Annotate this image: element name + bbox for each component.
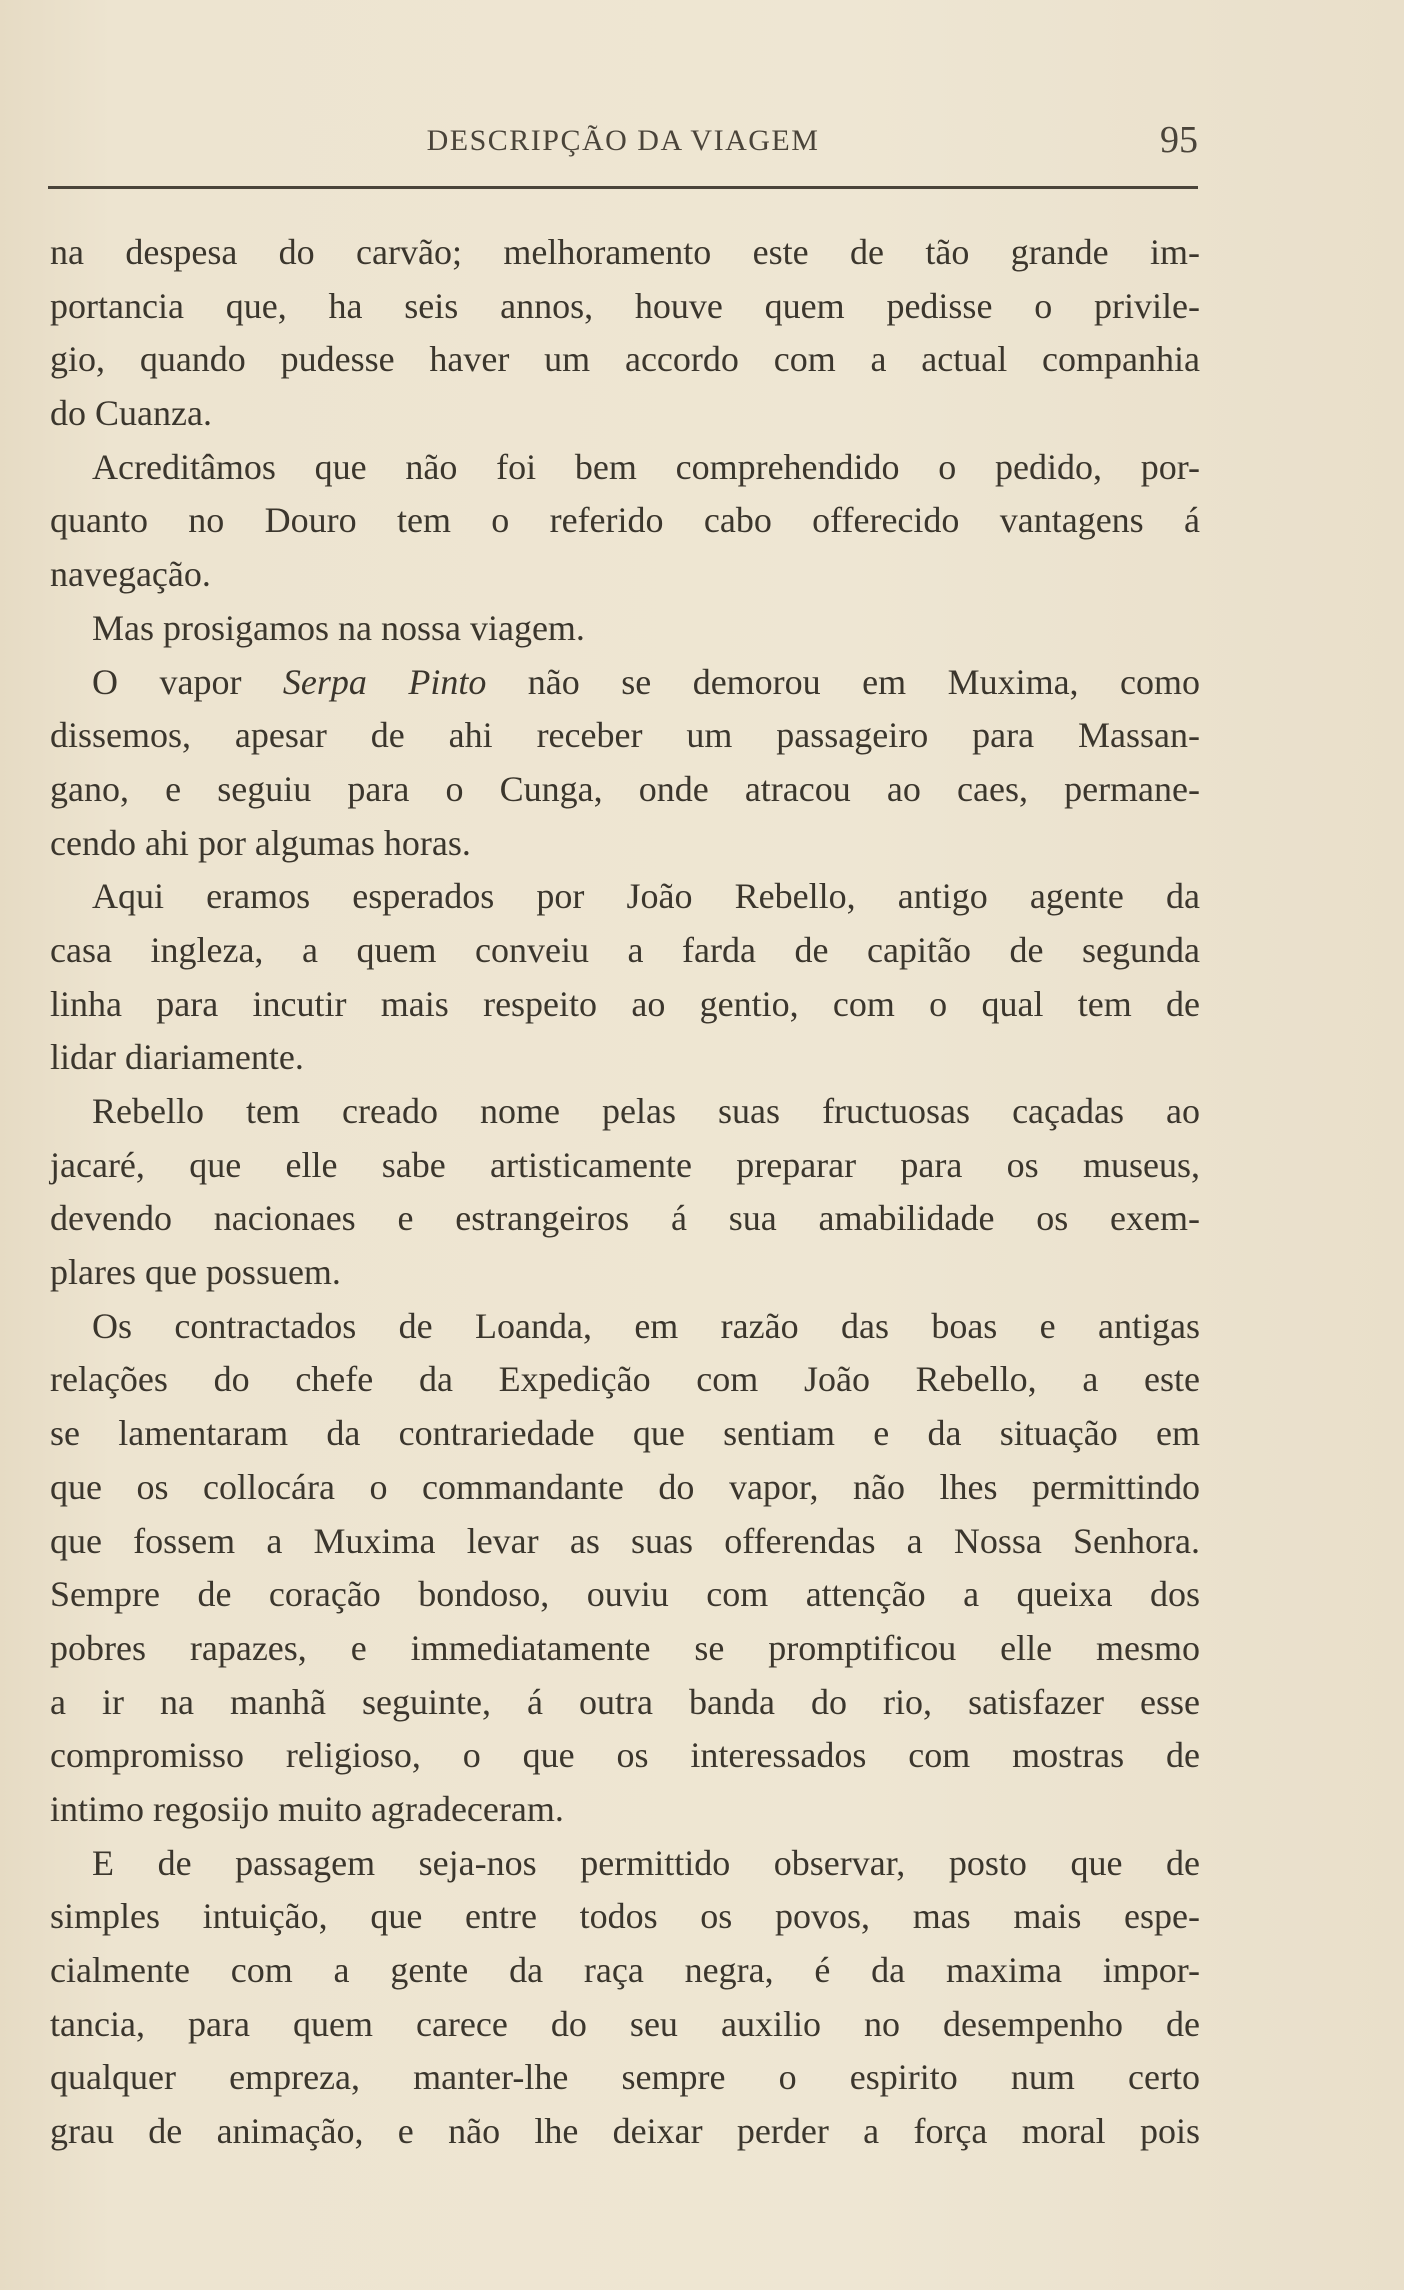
text-line: se lamentaram da contrariedade que sentiam e da situação em: [50, 1413, 1200, 1454]
text-line: que os collocára o commandante do vapor, não lhes permittindo: [50, 1466, 1200, 1507]
text-segment: não se demorou em Muxima, como: [486, 661, 1201, 702]
text-segment: O vapor: [92, 661, 283, 702]
text-line: Mas prosigamos na nossa viagem.: [92, 607, 585, 648]
text-line: jacaré, que elle sabe artisticamente preparar para os museus,: [50, 1144, 1200, 1185]
text-line: Sempre de coração bondoso, ouviu com attenção a queixa dos: [50, 1574, 1200, 1615]
text-line: qualquer empreza, manter-lhe sempre o espirito num certo: [50, 2057, 1200, 2098]
page-header: [48, 119, 1198, 174]
text-line: E de passagem seja-nos permittido observar, posto que de: [92, 1842, 1200, 1883]
text-line: na despesa do carvão; melhoramento este de tão grande im-: [50, 232, 1200, 272]
text-line: cialmente com a gente da raça negra, é da maxima impor-: [50, 1950, 1200, 1990]
text-line: simples intuição, que entre todos os povos, mas mais espe-: [50, 1896, 1200, 1937]
text-line: lidar diariamente.: [50, 1037, 304, 1078]
text-line: navegação.: [50, 554, 211, 595]
text-line: gano, e seguiu para o Cunga, onde atracou ao caes, permane-: [50, 768, 1200, 809]
running-title: DESCRIPÇÃO DA VIAGEM: [426, 124, 820, 157]
text-line: linha para incutir mais respeito ao gentio, com o qual tem de: [50, 983, 1200, 1024]
text-line: que fossem a Muxima levar as suas offerendas a Nossa Senhora.: [50, 1520, 1200, 1561]
body-text: [50, 226, 1200, 2159]
text-line: cendo ahi por algumas horas.: [50, 822, 471, 863]
page-number: 95: [1160, 119, 1198, 161]
text-line: grau de animação, e não lhe deixar perder a força moral pois: [50, 2111, 1200, 2152]
text-line: pobres rapazes, e immediatamente se promptificou elle mesmo: [50, 1627, 1200, 1668]
text-line: [50, 656, 1200, 710]
text-line: tancia, para quem carece do seu auxilio no desempenho de: [50, 2003, 1200, 2044]
text-line: Acreditâmos que não foi bem comprehendido o pedido, por-: [92, 446, 1200, 487]
text-line: compromisso religioso, o que os interessados com mostras de: [50, 1735, 1200, 1776]
text-line: intimo regosijo muito agradeceram.: [50, 1788, 564, 1829]
ship-name: Serpa Pinto: [282, 661, 487, 702]
text-line: quanto no Douro tem o referido cabo offerecido vantagens á: [50, 500, 1200, 541]
text-line: casa ingleza, a quem conveiu a farda de capitão de segunda: [50, 929, 1200, 970]
text-line: Os contractados de Loanda, em razão das boas e antigas: [92, 1305, 1200, 1346]
text-line: portancia que, ha seis annos, houve quem pedisse o privile-: [50, 285, 1200, 326]
text-line: dissemos, apesar de ahi receber um passageiro para Massan-: [50, 715, 1200, 756]
text-line: relações do chefe da Expedição com João Rebello, a este: [50, 1359, 1200, 1400]
text-line: gio, quando pudesse haver um accordo com a actual companhia: [50, 339, 1200, 380]
text-line: devendo nacionaes e estrangeiros á sua amabilidade os exem-: [50, 1198, 1200, 1239]
text-line: Rebello tem creado nome pelas suas fructuosas caçadas ao: [92, 1091, 1200, 1131]
text-line: plares que possuem.: [50, 1252, 341, 1293]
text-line: do Cuanza.: [50, 393, 212, 434]
text-line: Aqui eramos esperados por João Rebello, antigo agente da: [92, 876, 1200, 917]
text-line: a ir na manhã seguinte, á outra banda do rio, satisfazer esse: [50, 1681, 1200, 1722]
header-rule: [48, 186, 1198, 189]
